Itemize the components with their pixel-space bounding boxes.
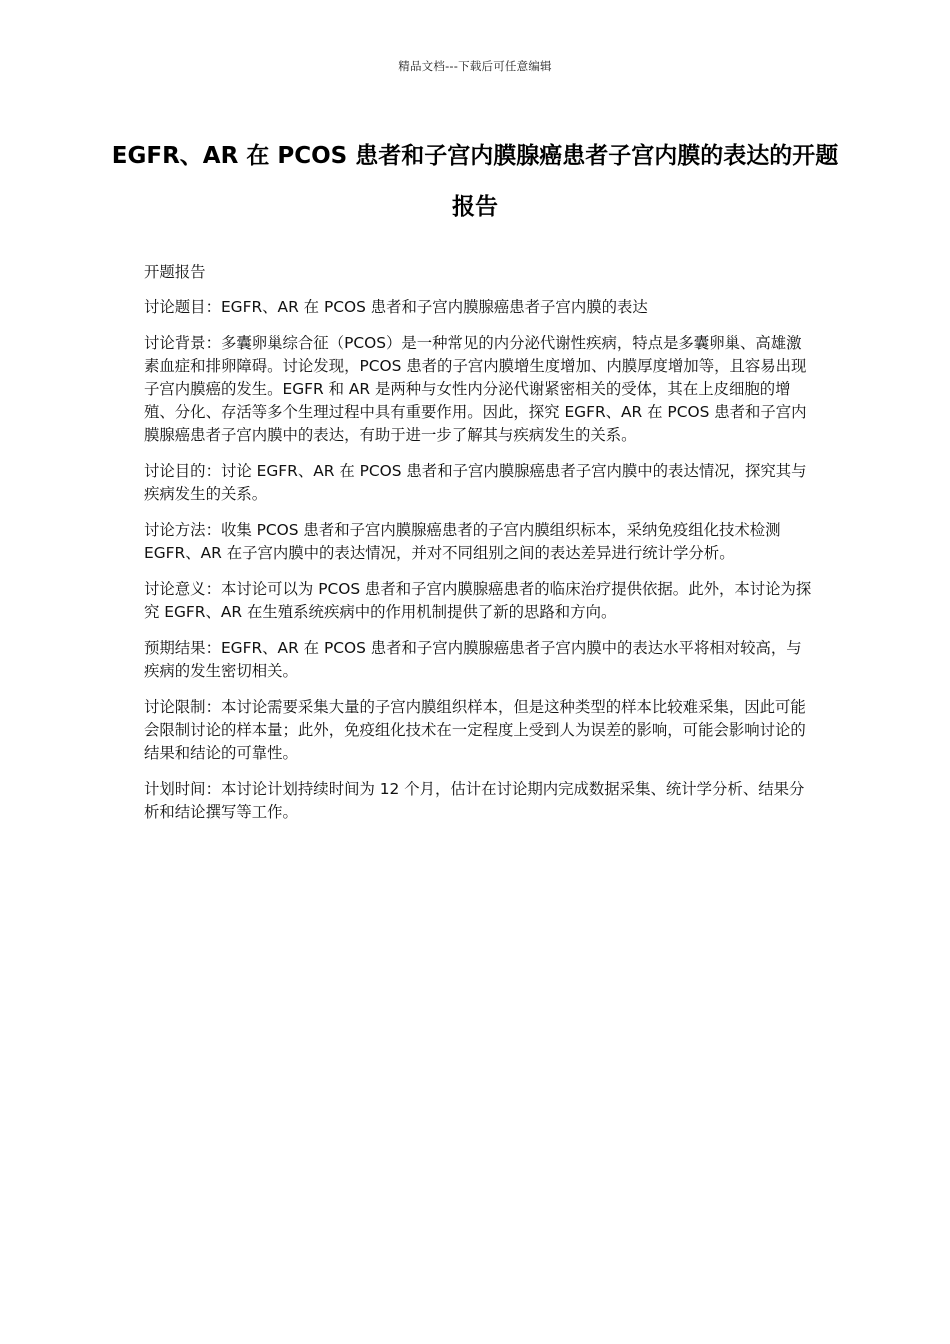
document-title: EGFR、AR 在 PCOS 患者和子宫内膜腺癌患者子宫内膜的表达的开题报告 <box>111 143 839 220</box>
paragraph-significance: 讨论意义：本讨论可以为 PCOS 患者和子宫内膜腺癌患者的临床治疗提供依据。此外，本讨论为探究 EGFR、AR 在生殖系统疾病中的作用机制提供了新的思路和方向。 <box>144 580 812 621</box>
paragraph-topic: 讨论题目：EGFR、AR 在 PCOS 患者和子宫内膜腺癌患者子宫内膜的表达 <box>144 298 648 316</box>
paragraph-limitations: 讨论限制：本讨论需要采集大量的子宫内膜组织样本，但是这种类型的样本比较难采集，因此可能会限制讨论的样本量；此外，免疫组化技术在一定程度上受到人为误差的影响，可能会影响讨论的结果和结论的可靠性。 <box>144 698 806 762</box>
paragraph-purpose: 讨论目的：讨论 EGFR、AR 在 PCOS 患者和子宫内膜腺癌患者子宫内膜中的表达情况，探究其与疾病发生的关系。 <box>144 462 807 503</box>
section-heading: 开题报告 <box>144 263 206 281</box>
paragraph-expected-results: 预期结果：EGFR、AR 在 PCOS 患者和子宫内膜腺癌患者子宫内膜中的表达水平将相对较高，与疾病的发生密切相关。 <box>144 639 802 680</box>
paragraph-schedule: 计划时间：本讨论计划持续时间为 12 个月，估计在讨论期内完成数据采集、统计学分析、结果分析和结论撰写等工作。 <box>144 780 805 821</box>
paragraph-background: 讨论背景：多囊卵巢综合征（PCOS）是一种常见的内分泌代谢性疾病，特点是多囊卵巢、高雄激素血症和排卵障碍。讨论发现，PCOS 患者的子宫内膜增生度增加、内膜厚度增加等，且容易出现子宫内膜癌的发生。EGFR 和 AR 是两种与女性内分泌代谢紧密相关的受体，其在上皮细胞的增殖、分化、存活等多个生理过程中具有重要作用。因此，探究 EGFR、AR 在 PCOS 患者和子宫内膜腺癌患者子宫内膜中的表达，有助于进一步了解其与疾病发生的关系。 <box>144 334 807 444</box>
header-note: 精品文档---下载后可任意编辑 <box>398 59 552 73</box>
paragraph-method: 讨论方法：收集 PCOS 患者和子宫内膜腺癌患者的子宫内膜组织标本，采纳免疫组化技术检测 EGFR、AR 在子宫内膜中的表达情况，并对不同组别之间的表达差异进行统计学分析。 <box>144 521 781 562</box>
document-body <box>144 261 816 837</box>
